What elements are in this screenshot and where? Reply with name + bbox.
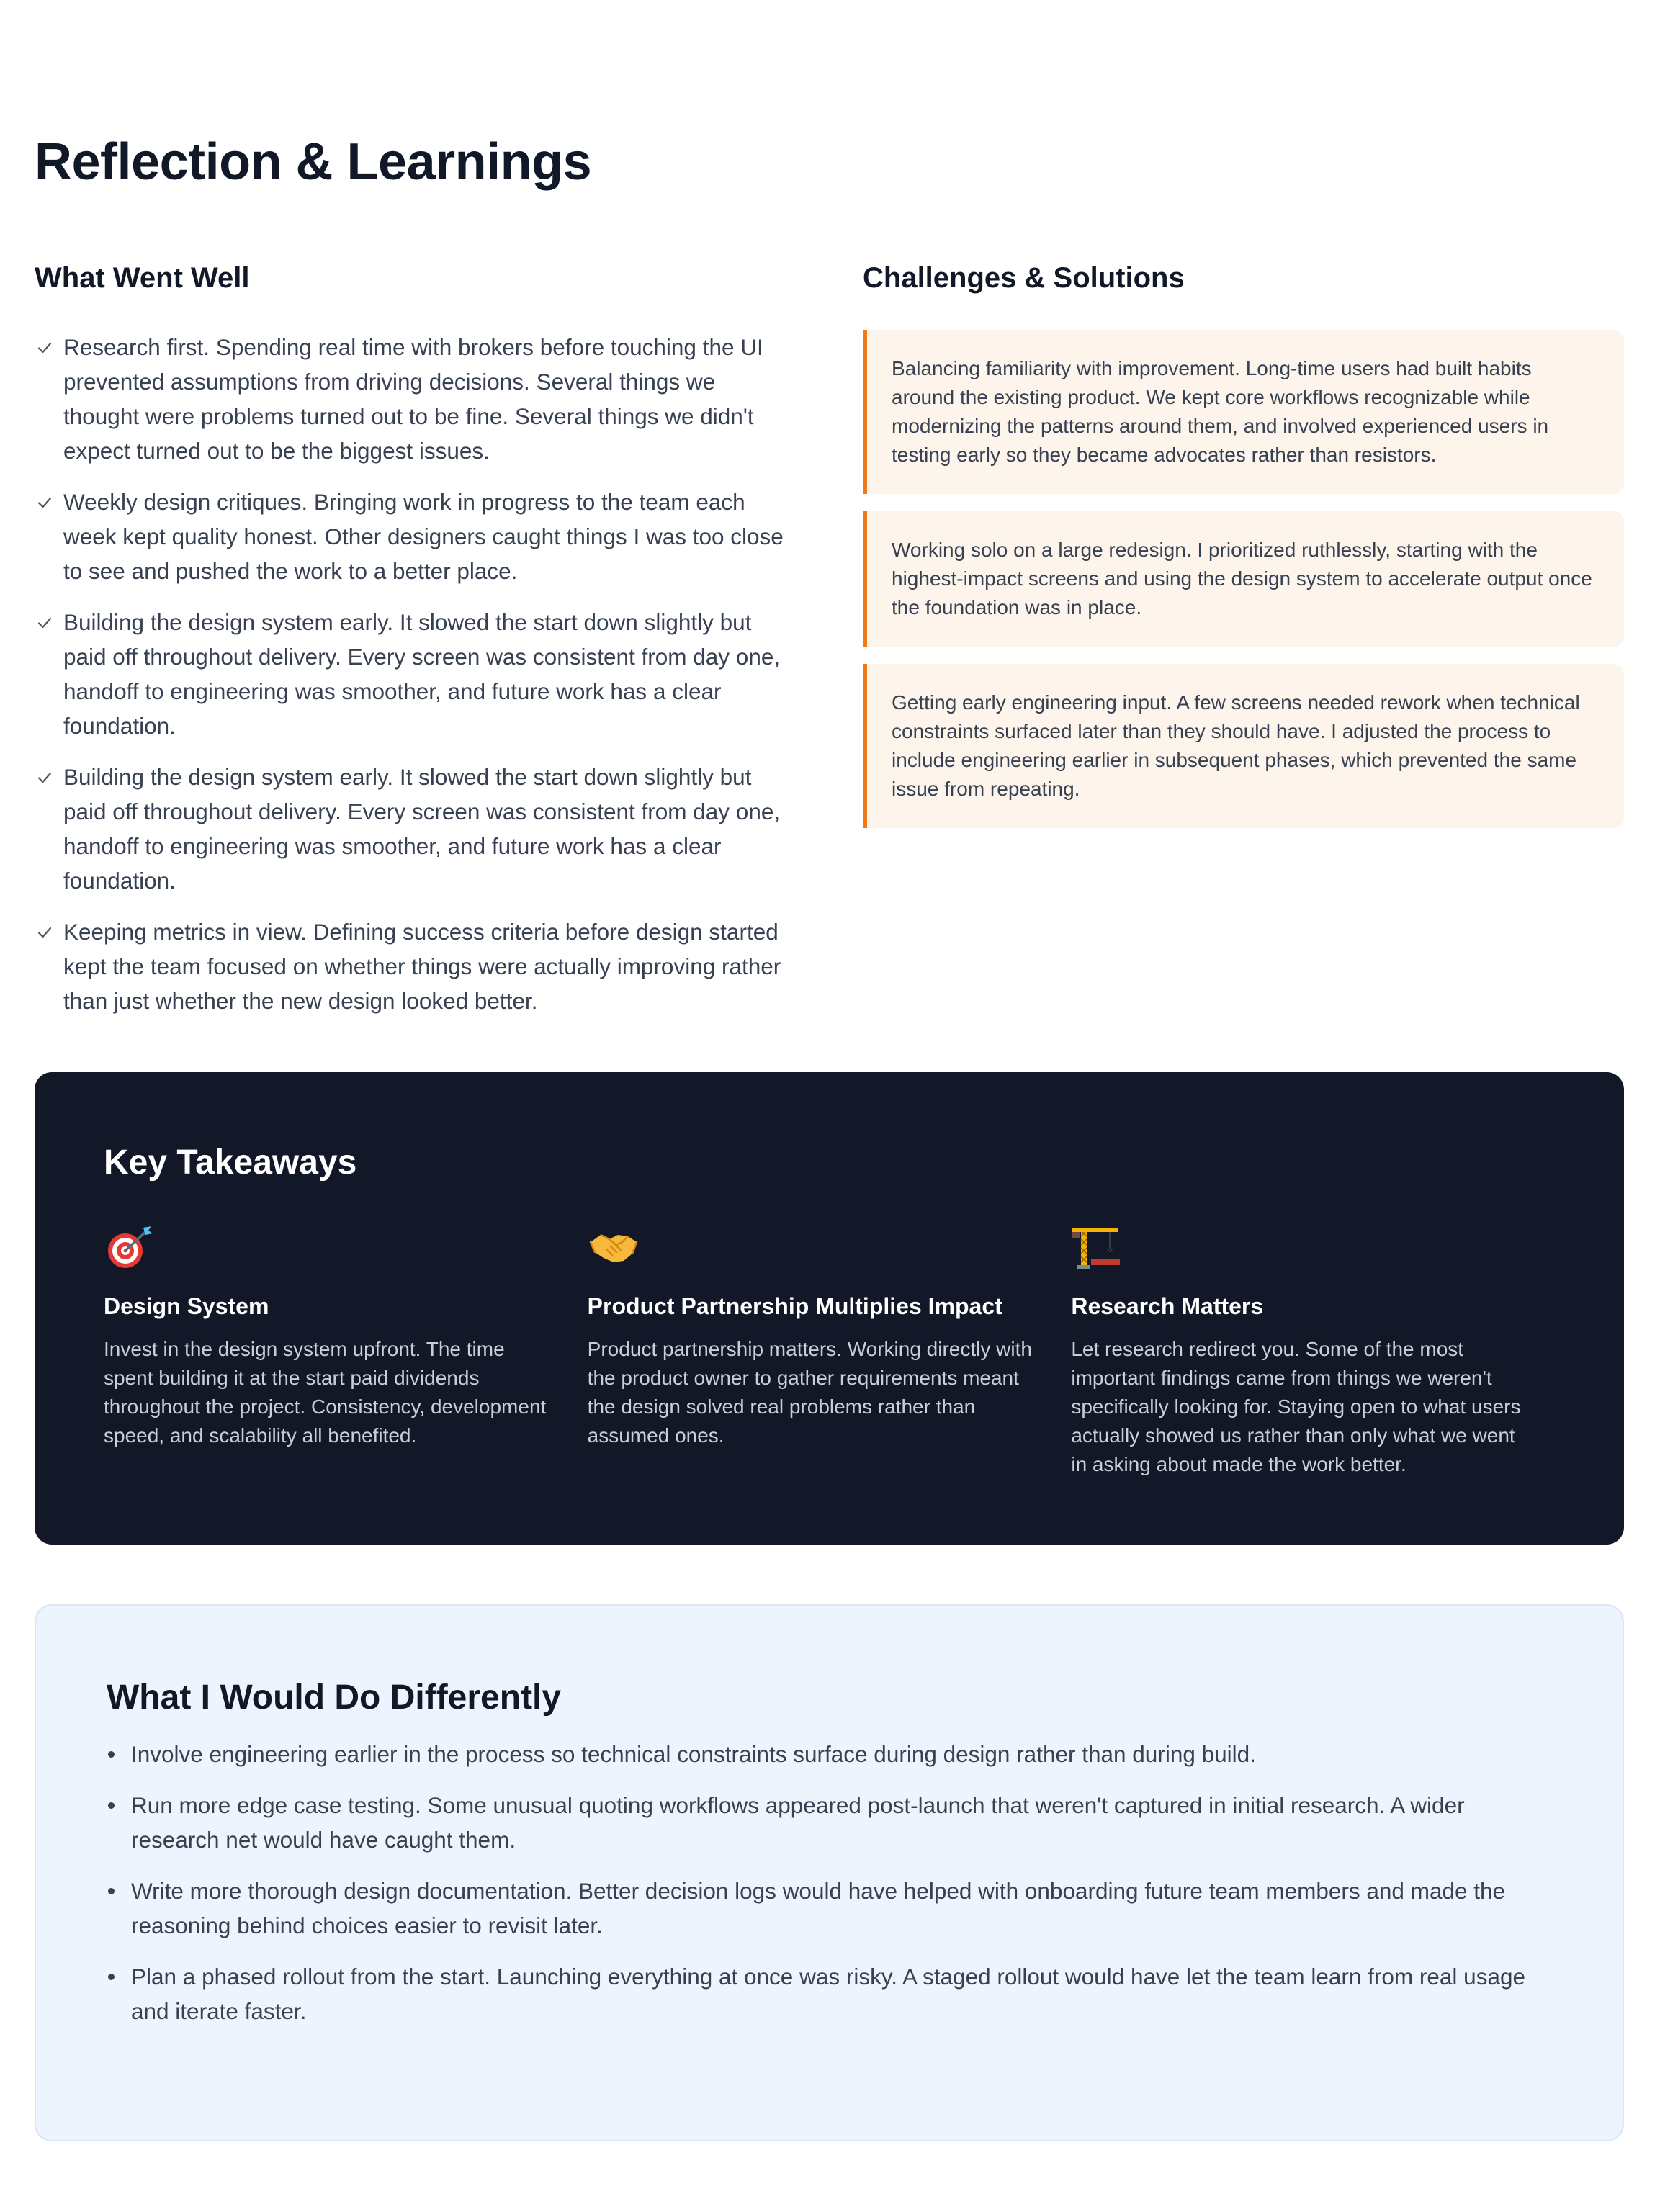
takeaway-text: Product partnership matters. Working directly with the product owner to gather requirements meant the design solved real problems rather than assumed ones. — [587, 1338, 1032, 1447]
takeaways-grid — [104, 1220, 1555, 1479]
challenge-card-text: Getting early engineering input. A few screens needed rework when technical constraints surfaced later than they should have. I adjusted the process to include engineering earlier in subsequent phases, which prevented the same issue from repeating. — [892, 691, 1580, 800]
checkmark-icon — [36, 924, 53, 941]
list-item-text: Research first. Spending real time with brokers before touching the UI prevented assumptions from driving decisions. Several things we thought were problems turned out to be fine. Several things we didn't expect turned out to be the biggest issues. — [63, 334, 763, 464]
checkmark-icon — [36, 614, 53, 631]
do-differently-panel — [35, 1604, 1624, 2141]
list-item-text: Weekly design critiques. Bringing work in progress to the team each week kept quality honest. Other designers caught things I was too close to see and pushed the work to a better place. — [63, 489, 784, 584]
takeaway-text: Invest in the design system upfront. The time spent building it at the start paid dividends throughout the project. Consistency, development speed, and scalability all benefited. — [104, 1338, 547, 1447]
challenge-card-text: Working solo on a large redesign. I prioritized ruthlessly, starting with the highest-impact screens and using the design system to accelerate output once the foundation was in place. — [892, 539, 1592, 619]
list-item-text: Keeping metrics in view. Defining success criteria before design started kept the team focused on whether things were actually improving rather than just whether the new design looked better. — [63, 919, 781, 1014]
list-item — [107, 1959, 1552, 2028]
list-item — [107, 1874, 1552, 1943]
bullet-icon — [108, 1751, 115, 1758]
list-item — [35, 605, 784, 743]
checkmark-icon — [36, 494, 53, 511]
list-item-text: Involve engineering earlier in the process so technical constraints surface during design rather than during build. — [131, 1741, 1256, 1767]
list-item — [107, 1788, 1552, 1857]
what-went-well-heading: What Went Well — [35, 262, 250, 294]
takeaway-research-matters — [1071, 1220, 1555, 1479]
takeaway-product-partnership — [588, 1220, 1072, 1479]
challenge-card-text: Balancing familiarity with improvement. Long-time users had built habits around the existing product. We kept core workflows recognizable while modernizing the patterns around them, and involved experienced users in testing early so they became advocates rather than resistors. — [892, 357, 1549, 466]
list-item-text: Building the design system early. It slowed the start down slightly but paid off throughout delivery. Every screen was consistent from day one, handoff to engineering was smoother, and future work has a clear foundation. — [63, 609, 781, 739]
checkmark-icon — [36, 769, 53, 786]
list-item-text: Building the design system early. It slowed the start down slightly but paid off throughout delivery. Every screen was consistent from day one, handoff to engineering was smoother, and future work has a clear foundation. — [63, 764, 781, 894]
do-differently-heading: What I Would Do Differently — [107, 1678, 562, 1717]
handshake-icon — [588, 1220, 640, 1272]
challenge-card — [863, 664, 1624, 828]
page-title: Reflection & Learnings — [35, 133, 592, 191]
bullet-icon — [108, 1974, 115, 1980]
bullet-icon — [108, 1888, 115, 1894]
list-item — [107, 1737, 1552, 1771]
takeaway-title: Product Partnership Multiplies Impact — [587, 1293, 1002, 1319]
checkmark-icon — [36, 339, 53, 356]
takeaway-title: Research Matters — [1071, 1293, 1264, 1319]
challenge-card — [863, 330, 1624, 494]
key-takeaways-heading: Key Takeaways — [104, 1143, 357, 1182]
takeaway-text: Let research redirect you. Some of the most important findings came from things we weren't specifically looking for. Staying open to what users actually showed us rather than only what we went in asking about made the work better. — [1071, 1338, 1521, 1475]
list-item-text: Write more thorough design documentation. Better decision logs would have helped with onboarding future team members and made the reasoning behind choices easier to revisit later. — [131, 1878, 1506, 1938]
list-item — [35, 485, 784, 588]
what-went-well-list — [35, 330, 784, 1018]
list-item-text: Run more edge case testing. Some unusual quoting workflows appeared post-launch that weren't captured in initial research. A wider research net would have caught them. — [131, 1792, 1465, 1853]
takeaway-design-system — [104, 1220, 588, 1479]
do-differently-list — [107, 1737, 1552, 2028]
list-item — [35, 914, 784, 1018]
construction-crane-icon — [1071, 1220, 1123, 1272]
challenge-card — [863, 511, 1624, 647]
challenges-heading: Challenges & Solutions — [863, 262, 1185, 294]
challenges-section — [863, 258, 1624, 845]
list-item-text: Plan a phased rollout from the start. Launching everything at once was risky. A staged rollout would have let the team learn from real usage and iterate faster. — [131, 1964, 1526, 2024]
list-item — [35, 760, 784, 898]
target-icon — [104, 1220, 156, 1272]
key-takeaways-panel — [35, 1072, 1624, 1545]
list-item — [35, 330, 784, 468]
bullet-icon — [108, 1802, 115, 1809]
what-went-well-section — [35, 258, 784, 1035]
takeaway-title: Design System — [104, 1293, 269, 1319]
